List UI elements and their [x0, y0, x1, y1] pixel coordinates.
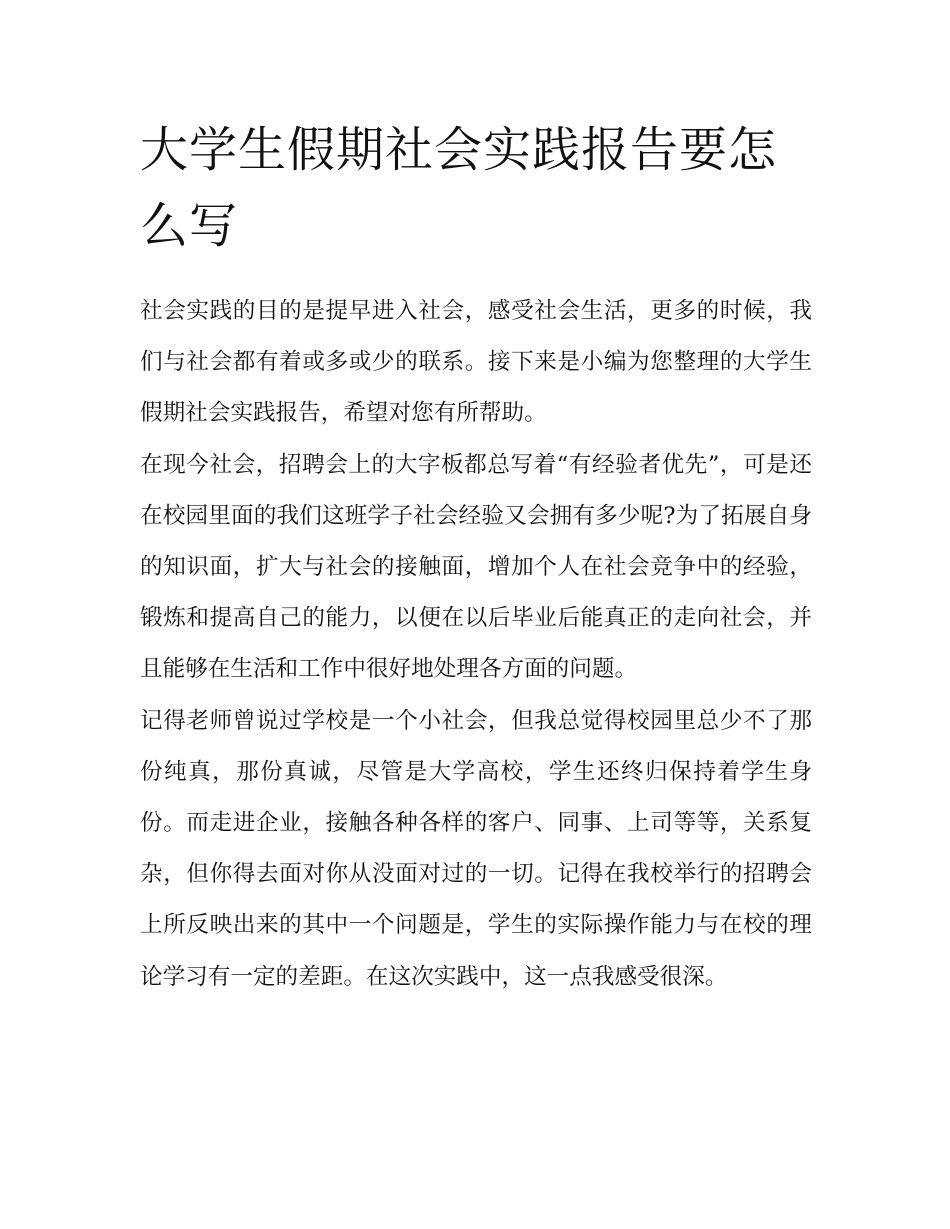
document-title: 大学生假期社会实践报告要怎么写 [140, 122, 778, 254]
paragraph-intro: 社会实践的目的是提早进入社会，感受社会生活，更多的时候，我们与社会都有着或多或少的联系。接下来是小编为您整理的大学生假期社会实践报告，希望对您有所帮助。 [140, 298, 812, 427]
paragraph-campus-society: 记得老师曾说过学校是一个小社会，但我总觉得校园里总少不了那份纯真，那份真诚，尽管是大学高校，学生还终归保持着学生身份。而走进企业，接触各种各样的客户、同事、上司等等，关系复杂，但你得去面对你从没面对过的一切。记得在我校举行的招聘会上所反映出来的其中一个问题是，学生的实际操作能力与在校的理论学习有一定的差距。在这次实践中，这一点我感受很深。 [140, 707, 812, 990]
document-page [140, 112, 812, 1003]
paragraph-experience: 在现今社会，招聘会上的大字板都总写着“有经验者优先”，可是还在校园里面的我们这班学子社会经验又会拥有多少呢?为了拓展自身的知识面，扩大与社会的接触面，增加个人在社会竞争中的经验，锻炼和提高自己的能力，以便在以后毕业后能真正的走向社会，并且能够在生活和工作中很好地处理各方面的问题。 [140, 451, 812, 683]
document-body [140, 286, 812, 1003]
